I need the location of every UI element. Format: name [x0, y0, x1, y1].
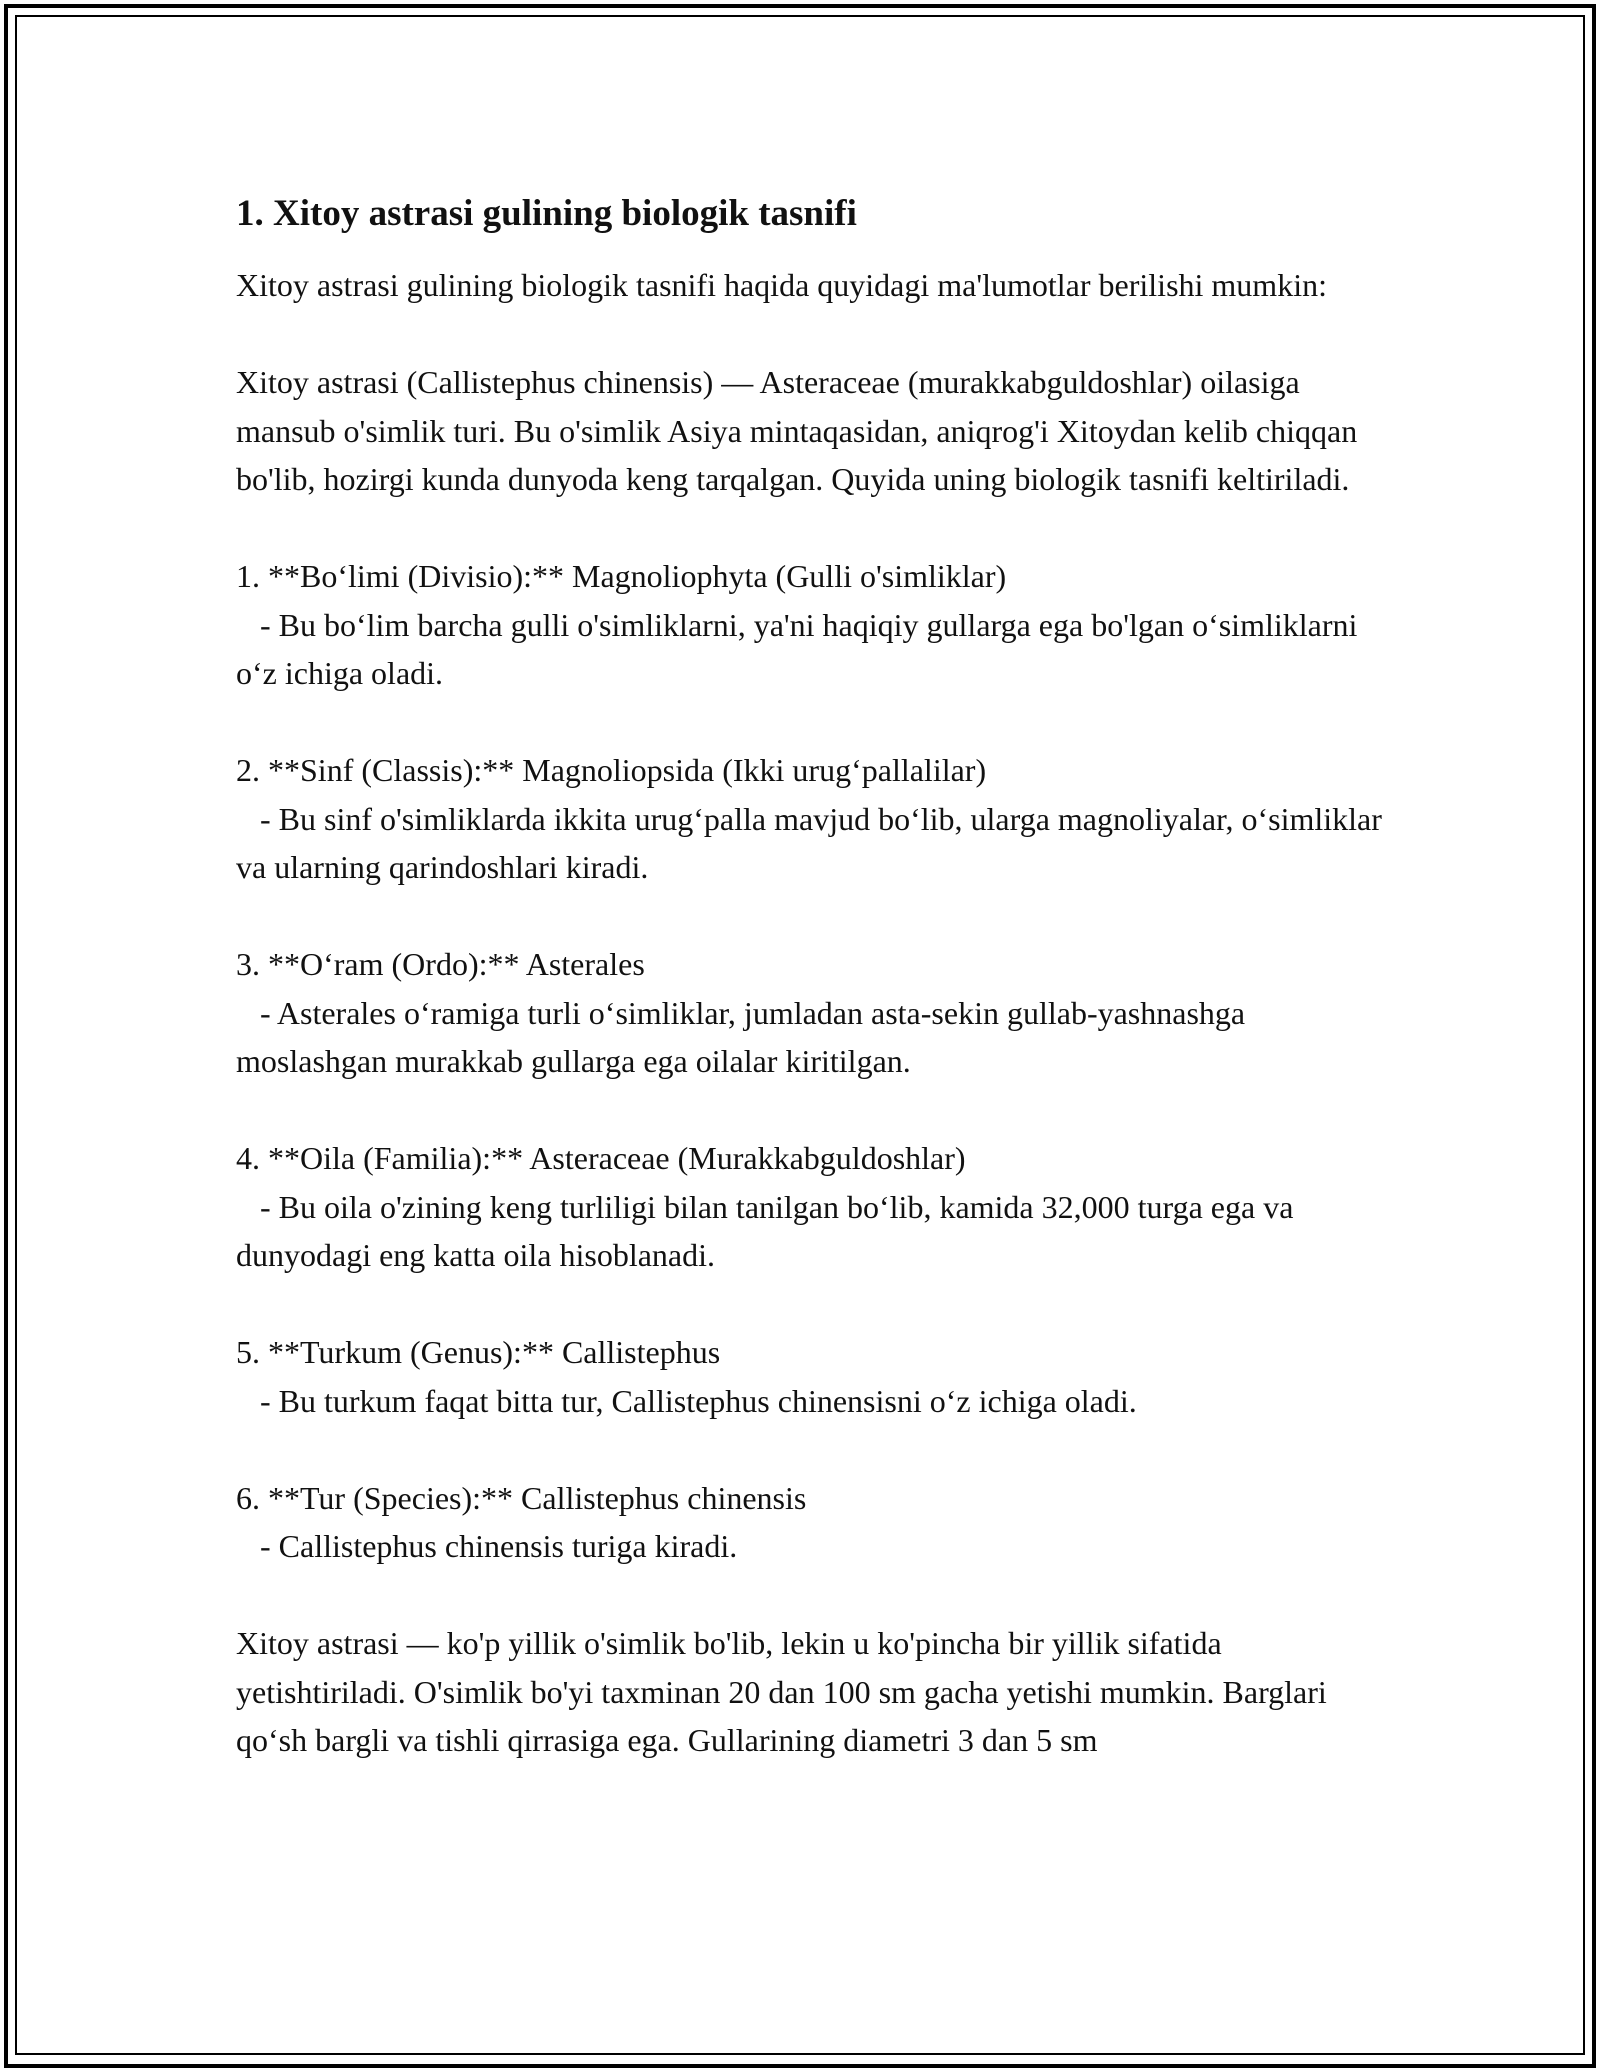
rank-detail: - Callistephus chinensis turiga kiradi. — [236, 1528, 738, 1564]
rank-item-class — [236, 746, 1396, 892]
paragraph-gap — [236, 1086, 1396, 1135]
rank-title: 6. **Tur (Species):** Callistephus chinensis — [236, 1479, 807, 1516]
paragraph-gap — [236, 310, 1396, 359]
rank-title: 4. **Oila (Familia):** Asteraceae (Murakkabguldoshlar) — [236, 1140, 966, 1176]
rank-title: 1. **Boʻlimi (Divisio):** Magnoliophyta (Gulli o'simliklar) — [236, 558, 1007, 594]
intro-paragraph: Xitoy astrasi gulining biologik tasnifi haqida quyidagi ma'lumotlar berilishi mumkin: — [236, 267, 1327, 303]
paragraph-gap — [236, 698, 1396, 747]
rank-title: 5. **Turkum (Genus):** Callistephus — [236, 1334, 721, 1370]
paragraph-gap — [236, 892, 1396, 941]
rank-detail: - Bu sinf o'simliklarda ikkita urugʻpalla mavjud boʻlib, ularga magnoliyalar, oʻsimliklar va ularning qarindoshlari kiradi. — [236, 800, 1390, 885]
rank-item-order — [236, 940, 1396, 1086]
rank-detail: - Bu boʻlim barcha gulli o'simliklarni, ya'ni haqiqiy gullarga ega bo'lgan oʻsimliklarni oʻz ichiga oladi. — [236, 606, 1366, 691]
paragraph-gap — [236, 1571, 1396, 1620]
paragraph-gap — [236, 1280, 1396, 1329]
rank-detail: - Bu oila o'zining keng turliligi bilan tanilgan boʻlib, kamida 32,000 turga ega va dunyodagi eng katta oila hisoblanadi. — [236, 1188, 1302, 1273]
rank-title: 3. **Oʻram (Ordo):** Asterales — [236, 946, 645, 982]
rank-detail: - Asterales oʻramiga turli oʻsimliklar, jumladan asta-sekin gullab-yashnashga moslashgan murakkab gullarga ega oilalar kiritilgan. — [236, 994, 1254, 1079]
rank-item-species — [236, 1474, 1396, 1571]
document-heading: 1. Xitoy astrasi gulining biologik tasnifi — [236, 193, 857, 234]
rank-detail: - Bu turkum faqat bitta tur, Callistephus chinensisni oʻz ichiga oladi. — [236, 1382, 1137, 1419]
document-body — [236, 188, 1396, 1765]
closing-paragraph: Xitoy astrasi — ko'p yillik o'simlik bo'lib, lekin u ko'pincha bir yillik sifatida yetishtiriladi. O'simlik bo'yi taxminan 20 dan 100 sm gacha yetishi mumkin. Barglari qoʻsh bargli va tishli qirrasiga ega. Gullarining diametri 3 dan 5 sm — [236, 1625, 1335, 1758]
paragraph-gap — [236, 504, 1396, 553]
description-paragraph: Xitoy astrasi (Callistephus chinensis) — Asteraceae (murakkabguldoshlar) oilasiga mansub o'simlik turi. Bu o'simlik Asiya mintaqasidan, aniqrog'i Xitoydan kelib chiqqan bo'lib, hozirgi kunda dunyoda keng tarqalgan. Quyida uning biologik tasnifi keltiriladi. — [236, 364, 1366, 497]
rank-item-family — [236, 1134, 1396, 1280]
rank-item-division — [236, 552, 1396, 698]
rank-title: 2. **Sinf (Classis):** Magnoliopsida (Ikki urugʻpallalilar) — [236, 752, 987, 788]
rank-item-genus — [236, 1328, 1396, 1425]
paragraph-gap — [236, 1425, 1396, 1474]
